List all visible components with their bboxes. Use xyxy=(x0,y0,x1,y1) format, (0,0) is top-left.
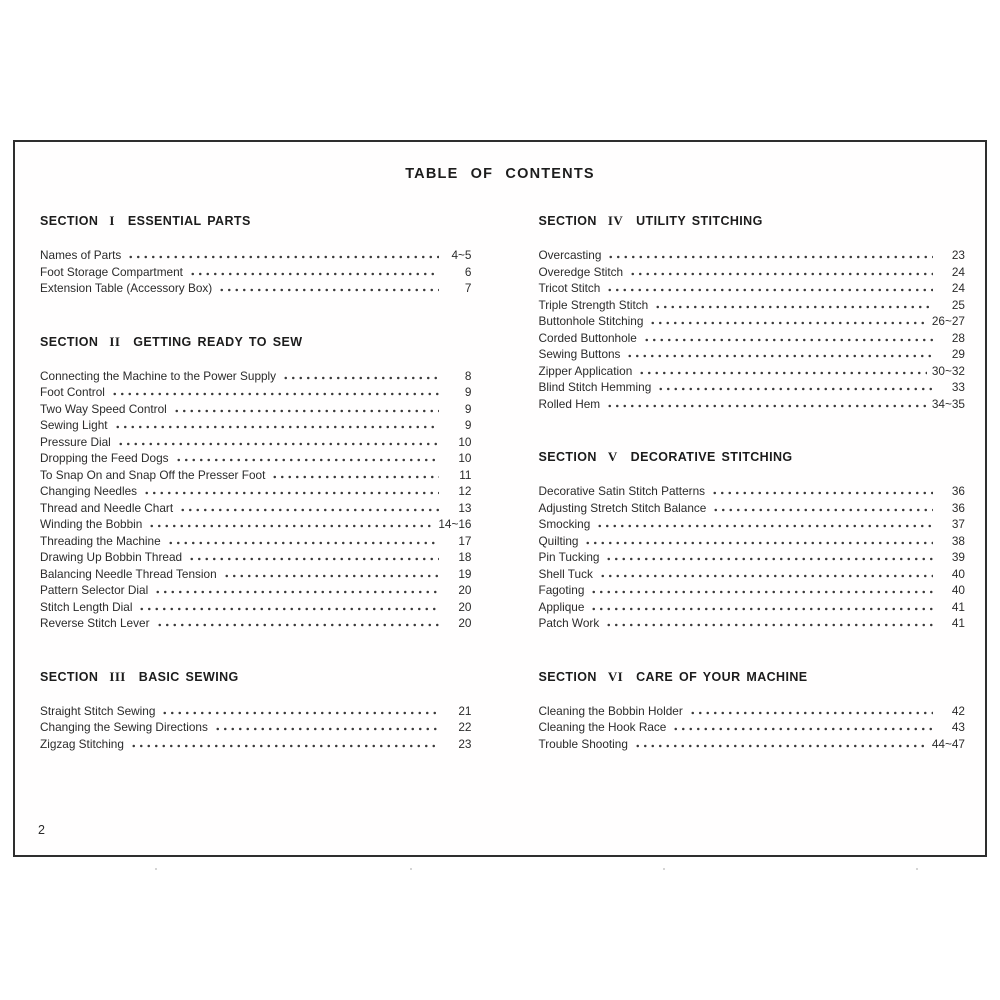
section-name: DECORATIVE STITCHING xyxy=(630,450,793,464)
toc-entry xyxy=(538,719,965,736)
toc-entry xyxy=(40,434,471,451)
dot-leader xyxy=(282,376,439,380)
dot-leader xyxy=(114,425,440,429)
dot-leader xyxy=(138,607,439,611)
toc-entry-page: 36 xyxy=(951,500,965,515)
toc-entry-page: 40 xyxy=(951,566,965,581)
toc-entry-page: 20 xyxy=(458,616,472,630)
dot-leader xyxy=(167,541,440,545)
dot-leader xyxy=(638,371,927,375)
toc-entry xyxy=(40,483,471,500)
toc-entry-label: Two Way Speed Control xyxy=(40,401,167,416)
toc-entry xyxy=(538,516,965,533)
dot-leader xyxy=(189,272,440,276)
toc-entry xyxy=(538,566,965,583)
toc-entry-label: Patch Work xyxy=(538,616,600,630)
toc-entry-label: Pin Tucking xyxy=(538,550,600,564)
toc-entry-page: 12 xyxy=(458,484,472,498)
toc-entry-page: 10 xyxy=(458,434,472,449)
toc-entry-list xyxy=(40,703,471,753)
toc-entry-page: 9 xyxy=(464,401,472,416)
toc-entry-label: Changing the Sewing Directions xyxy=(40,720,208,734)
toc-entry-label: Sewing Buttons xyxy=(538,347,621,361)
toc-entry xyxy=(538,500,965,517)
section-name: CARE OF YOUR MACHINE xyxy=(636,669,808,684)
toc-entry-label: Zipper Application xyxy=(538,363,633,378)
section-name: ESSENTIAL PARTS xyxy=(127,214,251,228)
toc-entry-label: Fagoting xyxy=(538,583,585,597)
toc-entry xyxy=(538,346,965,363)
dot-leader xyxy=(629,272,933,276)
toc-entry-label: Winding the Bobbin xyxy=(40,517,143,531)
toc-entry-label: Zigzag Stitching xyxy=(40,736,124,751)
toc-column-right xyxy=(538,214,965,752)
dot-leader xyxy=(657,387,933,391)
section-numeral: II xyxy=(109,333,121,349)
toc-entry xyxy=(40,615,471,632)
toc-entry-label: Cleaning the Hook Race xyxy=(538,720,667,734)
toc-entry-page: 26~27 xyxy=(931,314,965,328)
dot-leader xyxy=(148,524,433,528)
toc-entry-label: Threading the Machine xyxy=(40,533,161,548)
section-keyword: SECTION xyxy=(40,334,99,349)
toc-entry xyxy=(40,417,471,434)
toc-entry-page: 21 xyxy=(458,703,472,718)
toc-entry-page: 38 xyxy=(951,533,965,548)
toc-entry-label: Changing Needles xyxy=(40,484,138,498)
toc-entry-page: 11 xyxy=(459,467,472,482)
toc-entry xyxy=(40,582,471,599)
section-keyword: SECTION xyxy=(40,669,99,684)
toc-entry-label: Foot Control xyxy=(40,385,105,399)
dot-leader xyxy=(649,321,926,325)
toc-entry-label: Names of Parts xyxy=(40,248,122,262)
toc-entry-label: Straight Stitch Sewing xyxy=(40,703,156,718)
dot-leader xyxy=(654,305,933,309)
dot-leader xyxy=(179,508,439,512)
toc-entry xyxy=(538,396,965,413)
dot-leader xyxy=(672,727,933,731)
toc-entry xyxy=(40,719,471,736)
toc-entry-page: 20 xyxy=(458,583,472,597)
toc-section xyxy=(538,450,965,632)
toc-entry-page: 10 xyxy=(458,451,472,465)
toc-entry-label: Pressure Dial xyxy=(40,434,111,449)
toc-entry-page: 34~35 xyxy=(931,396,965,411)
dot-leader xyxy=(606,404,927,408)
toc-entry-page: 22 xyxy=(458,720,472,734)
toc-entry xyxy=(40,549,471,566)
toc-entry-label: Triple Strength Stitch xyxy=(538,297,649,312)
dot-leader xyxy=(584,541,933,545)
toc-section xyxy=(40,335,471,632)
toc-entry-label: Dropping the Feed Dogs xyxy=(40,451,169,465)
toc-entry xyxy=(538,615,965,632)
toc-entry-page: 23 xyxy=(458,736,472,751)
toc-entry xyxy=(40,368,471,385)
toc-entry-page: 28 xyxy=(951,330,965,345)
toc-entry-label: Sewing Light xyxy=(40,418,108,432)
section-name: GETTING READY TO SEW xyxy=(133,334,303,349)
toc-entry-label: Buttonhole Stitching xyxy=(538,314,644,328)
dot-leader xyxy=(111,392,440,396)
toc-entry-label: Applique xyxy=(538,599,585,614)
toc-entry-page: 42 xyxy=(951,703,965,718)
toc-entry-label: Quilting xyxy=(538,533,579,548)
toc-entry-page: 24 xyxy=(951,281,965,295)
section-heading xyxy=(40,335,471,349)
toc-section xyxy=(40,214,471,297)
toc-entry-label: Overcasting xyxy=(538,248,602,262)
scan-artifact-dot xyxy=(155,868,157,870)
toc-entry-page: 8 xyxy=(464,368,472,383)
dot-leader xyxy=(606,288,933,292)
dot-leader xyxy=(689,711,933,715)
toc-entry-page: 25 xyxy=(951,297,965,312)
toc-entry xyxy=(538,599,965,616)
toc-entry-page: 17 xyxy=(458,533,472,548)
dot-leader xyxy=(605,623,933,627)
scan-artifact-dot xyxy=(410,868,412,870)
toc-entry-label: Drawing Up Bobbin Thread xyxy=(40,550,183,564)
toc-entry-page: 23 xyxy=(951,248,965,262)
toc-entry-label: Trouble Shooting xyxy=(538,736,628,751)
toc-entry-label: Corded Buttonhole xyxy=(538,330,637,345)
toc-entry-page: 43 xyxy=(951,720,965,734)
section-numeral: V xyxy=(607,449,618,464)
section-numeral: III xyxy=(109,668,126,684)
dot-leader xyxy=(271,475,439,479)
toc-entry-label: Thread and Needle Chart xyxy=(40,500,174,515)
toc-entry-label: Extension Table (Accessory Box) xyxy=(40,281,213,295)
toc-entry-label: Blind Stitch Hemming xyxy=(538,380,652,394)
toc-entry-page: 9 xyxy=(464,418,472,432)
toc-entry xyxy=(538,549,965,566)
toc-entry xyxy=(40,280,471,297)
toc-entry xyxy=(40,264,471,281)
toc-entry xyxy=(538,379,965,396)
toc-section xyxy=(538,670,965,753)
toc-entry-label: Connecting the Machine to the Power Supply xyxy=(40,368,277,383)
section-keyword: SECTION xyxy=(538,669,597,684)
toc-entry-label: Reverse Stitch Lever xyxy=(40,616,150,630)
dot-leader xyxy=(154,590,439,594)
page-frame xyxy=(13,140,987,857)
toc-entry-list xyxy=(538,483,965,632)
toc-entry-label: Tricot Stitch xyxy=(538,281,601,295)
dot-leader xyxy=(143,491,439,495)
dot-leader xyxy=(173,409,440,413)
toc-entry xyxy=(40,599,471,616)
dot-leader xyxy=(711,491,933,495)
dot-leader xyxy=(590,590,933,594)
toc-entry-page: 36 xyxy=(951,484,965,498)
section-numeral: VI xyxy=(607,668,624,684)
toc-section xyxy=(538,214,965,412)
section-heading xyxy=(538,450,965,464)
dot-leader xyxy=(626,354,933,358)
scan-artifact-dot xyxy=(916,868,918,870)
section-keyword: SECTION xyxy=(538,214,597,228)
toc-entry xyxy=(538,280,965,297)
toc-entry-list xyxy=(40,368,471,632)
dot-leader xyxy=(130,744,440,748)
dot-leader xyxy=(214,727,440,731)
toc-entry-page: 41 xyxy=(951,599,965,614)
toc-entry-label: Decorative Satin Stitch Patterns xyxy=(538,484,706,498)
toc-entry-page: 44~47 xyxy=(931,736,965,751)
dot-leader xyxy=(156,623,440,627)
dot-leader xyxy=(175,458,440,462)
dot-leader xyxy=(596,524,933,528)
toc-entry-page: 20 xyxy=(458,599,472,614)
toc-entry-page: 30~32 xyxy=(931,363,965,378)
toc-entry-page: 37 xyxy=(951,517,965,531)
toc-entry xyxy=(40,384,471,401)
toc-entry xyxy=(538,736,965,753)
toc-entry xyxy=(40,467,471,484)
toc-entry-page: 7 xyxy=(464,281,472,295)
toc-entry-page: 40 xyxy=(951,583,965,597)
toc-entry-page: 6 xyxy=(464,264,472,279)
dot-leader xyxy=(161,711,439,715)
toc-entry xyxy=(40,533,471,550)
toc-entry-label: Adjusting Stretch Stitch Balance xyxy=(538,500,707,515)
toc-entry-page: 18 xyxy=(458,550,472,564)
toc-entry-page: 39 xyxy=(951,550,965,564)
section-heading xyxy=(40,670,471,684)
toc-entry xyxy=(538,330,965,347)
toc-entry xyxy=(538,313,965,330)
dot-leader xyxy=(607,255,933,259)
section-numeral: I xyxy=(109,213,115,228)
section-heading xyxy=(538,214,965,228)
toc-entry-page: 41 xyxy=(951,616,965,630)
scan-artifact-dot xyxy=(663,868,665,870)
dot-leader xyxy=(590,607,933,611)
dot-leader xyxy=(188,557,439,561)
dot-leader xyxy=(605,557,933,561)
toc-entry-label: Smocking xyxy=(538,517,591,531)
page-number: 2 xyxy=(38,823,45,837)
toc-entry xyxy=(40,401,471,418)
section-name: BASIC SEWING xyxy=(138,669,239,684)
toc-entry-list xyxy=(538,703,965,753)
toc-entry-label: Balancing Needle Thread Tension xyxy=(40,566,217,581)
toc-entry-page: 33 xyxy=(951,380,965,394)
toc-entry-label: Cleaning the Bobbin Holder xyxy=(538,703,683,718)
toc-entry-label: Overedge Stitch xyxy=(538,264,624,279)
toc-entry xyxy=(538,582,965,599)
toc-entry xyxy=(538,533,965,550)
dot-leader xyxy=(218,288,439,292)
toc-entry-page: 13 xyxy=(458,500,472,515)
toc-entry-page: 9 xyxy=(464,385,472,399)
toc-section xyxy=(40,670,471,753)
toc-entry xyxy=(40,703,471,720)
toc-entry xyxy=(538,703,965,720)
toc-entry xyxy=(40,736,471,753)
toc-entry-page: 24 xyxy=(951,264,965,279)
dot-leader xyxy=(643,338,933,342)
toc-entry xyxy=(40,516,471,533)
toc-columns xyxy=(15,214,985,752)
toc-entry xyxy=(538,363,965,380)
toc-column-left xyxy=(40,214,471,752)
dot-leader xyxy=(712,508,933,512)
toc-entry-label: Shell Tuck xyxy=(538,566,593,581)
dot-leader xyxy=(634,744,927,748)
dot-leader xyxy=(223,574,440,578)
section-keyword: SECTION xyxy=(538,450,597,464)
toc-entry-label: Stitch Length Dial xyxy=(40,599,133,614)
toc-entry-label: To Snap On and Snap Off the Presser Foot xyxy=(40,467,266,482)
section-name: UTILITY STITCHING xyxy=(636,214,763,228)
toc-entry-label: Foot Storage Compartment xyxy=(40,264,183,279)
toc-entry-page: 19 xyxy=(458,566,472,581)
toc-entry xyxy=(40,566,471,583)
toc-entry xyxy=(40,500,471,517)
page-title: TABLE OF CONTENTS xyxy=(405,166,595,182)
toc-entry xyxy=(40,450,471,467)
toc-entry-list xyxy=(538,247,965,412)
toc-entry-page: 4~5 xyxy=(451,248,472,262)
dot-leader xyxy=(117,442,440,446)
section-numeral: IV xyxy=(607,213,624,228)
section-heading xyxy=(40,214,471,228)
section-keyword: SECTION xyxy=(40,214,99,228)
toc-entry xyxy=(538,297,965,314)
toc-entry-label: Rolled Hem xyxy=(538,396,601,411)
toc-entry-page: 14~16 xyxy=(438,517,472,531)
dot-leader xyxy=(599,574,933,578)
section-heading xyxy=(538,670,965,684)
toc-entry-page: 29 xyxy=(951,347,965,361)
toc-entry-label: Pattern Selector Dial xyxy=(40,583,149,597)
toc-entry xyxy=(40,247,471,264)
toc-entry-list xyxy=(40,247,471,297)
dot-leader xyxy=(127,255,439,259)
toc-entry xyxy=(538,247,965,264)
toc-entry xyxy=(538,483,965,500)
toc-entry xyxy=(538,264,965,281)
